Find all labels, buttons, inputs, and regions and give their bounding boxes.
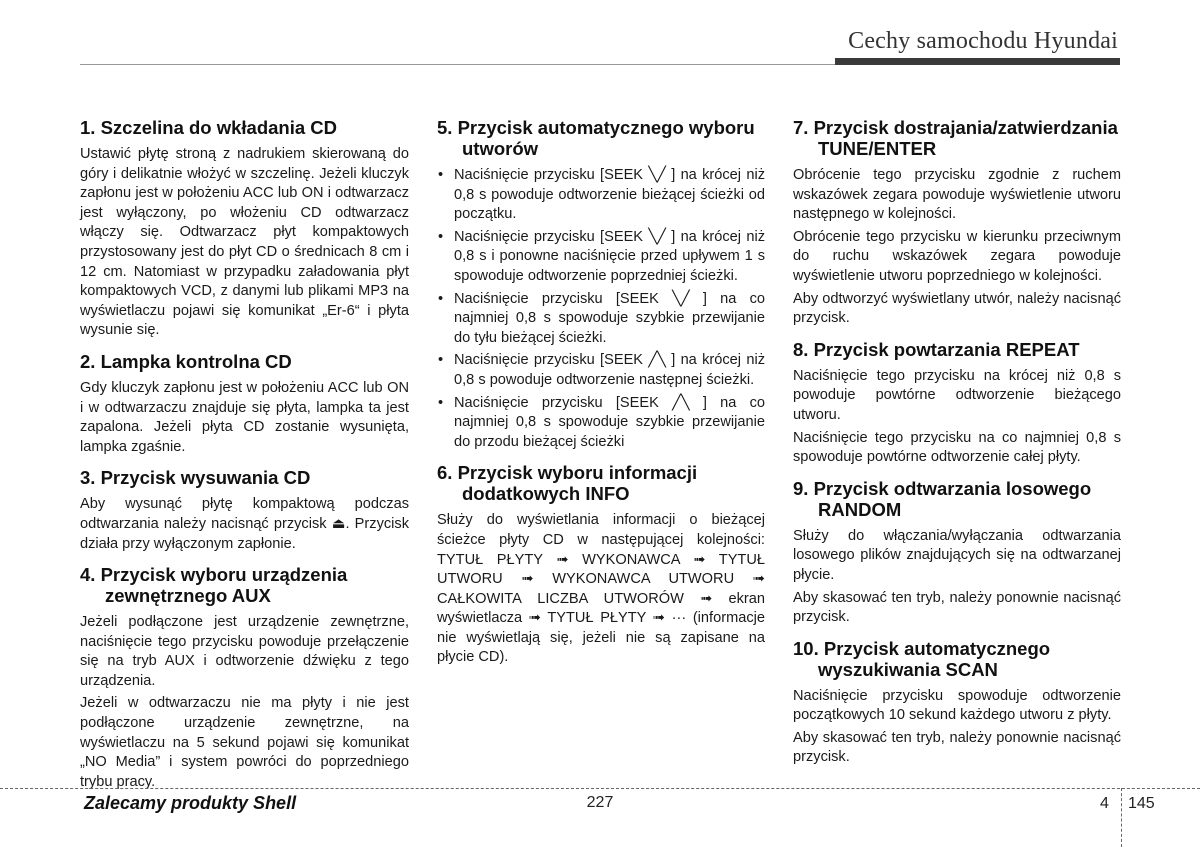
column-left [80, 117, 409, 802]
section-paragraph: Obrócenie tego przycisku w kierunku przeciwnym do ruchu wskazówek zegara powoduje wyświetlenie utworu poprzedniego w kolejności. [793, 228, 1121, 284]
page-number: 145 [1128, 795, 1155, 812]
column-right [793, 117, 1121, 778]
column-middle [437, 117, 765, 678]
section-paragraph: Aby skasować ten tryb, należy ponownie nacisnąć przycisk. [793, 729, 1121, 766]
section-cd-slot [80, 117, 409, 341]
section-title: 4. Przycisk wyboru urządzenia zewnętrznego AUX [80, 564, 348, 607]
section-title: 3. Przycisk wysuwania CD [80, 467, 311, 489]
seek-bullet-list [437, 166, 765, 452]
section-title: 8. Przycisk powtarzania REPEAT [793, 338, 1080, 360]
section-cd-indicator [80, 351, 409, 457]
section-scan [793, 638, 1121, 768]
section-title: 1. Szczelina do wkładania CD [80, 117, 338, 138]
list-item: • Naciśnięcie przycisku [SEEK ╱╲ ] na krócej niż 0,8 s powoduje odtworzenie następnej ścieżki. [437, 351, 765, 390]
section-seek [437, 117, 765, 452]
chapter-number: 4 [1100, 795, 1109, 812]
section-title: 7. Przycisk dostrajania/zatwierdzania TUNE/ENTER [793, 117, 1118, 159]
footer-center-number: 227 [586, 794, 614, 811]
section-info [437, 462, 765, 668]
section-aux [80, 564, 409, 792]
section-paragraph: Aby odtworzyć wyświetlany utwór, należy nacisnąć przycisk. [793, 290, 1121, 327]
eject-icon: ⏏ [331, 515, 346, 532]
section-cd-eject [80, 467, 409, 554]
section-repeat [793, 339, 1121, 468]
footer-vertical-divider [1121, 788, 1122, 847]
section-paragraph: Służy do włączania/wyłączania odtwarzania losowego plików znajdujących się na odtwarzanej płycie. [793, 527, 1121, 583]
list-item: • Naciśnięcie przycisku [SEEK ╲╱ ] na krócej niż 0,8 s powoduje odtworzenie bieżącej ścieżki od początku. [437, 166, 765, 225]
section-paragraph: Jeżeli w odtwarzaczu nie ma płyty i nie jest podłączone urządzenie zewnętrzne, na wyświetlaczu na 5 sekund pojawi się komunikat „NO Media” i system powróci do poprzedniego trybu pracy. [80, 695, 409, 790]
list-item: • Naciśnięcie przycisku [SEEK ╲╱ ] na krócej niż 0,8 s i ponowne naciśnięcie przed upływem 1 s spowoduje odtworzenie poprzedniej ścieżki. [437, 228, 765, 287]
section-paragraph: Aby skasować ten tryb, należy ponownie nacisnąć przycisk. [793, 589, 1121, 626]
section-paragraph: Gdy kluczyk zapłonu jest w położeniu ACC lub ON i w odtwarzaczu znajduje się płyta, lampka ta jest zapalona. Jeżeli płyta CD zostanie wysunięta, lampka zgaśnie. [80, 379, 409, 455]
section-tune-enter [793, 117, 1121, 329]
section-random [793, 478, 1121, 628]
section-paragraph: Służy do wyświetlania informacji o bieżącej ścieżce płyty CD w następującej kolejności: TYTUŁ PŁYTY ➟ WYKONAWCA ➟ TYTUŁ UTWORU ➟ WYKONAWCA UTWORU ➟ CAŁKOWITA LICZBA UTWORÓW ➟ ekran wyświetlacza ➟ TYTUŁ PŁYTY ➟ ··· (informacje nie wyświetlają się, jeżeli nie są zapisane na płycie CD). [437, 512, 765, 666]
section-title: 5. Przycisk automatycznego wyboru utworów [437, 117, 755, 159]
section-title: 2. Lampka kontrolna CD [80, 350, 292, 372]
footer-slogan: Zalecamy produkty Shell [84, 793, 297, 813]
section-paragraph: Naciśnięcie tego przycisku na co najmniej 0,8 s spowoduje powtórne odtworzenie całej płyty. [793, 429, 1121, 466]
section-title: 10. Przycisk automatycznego wyszukiwania SCAN [793, 637, 1051, 680]
footer-divider [0, 788, 1200, 789]
section-paragraph: Obrócenie tego przycisku zgodnie z ruchem wskazówek zegara powoduje wyświetlenie utworu następnego w kolejności. [793, 167, 1121, 223]
section-paragraph: Naciśnięcie tego przycisku na krócej niż 0,8 s powoduje powtórne odtworzenie bieżącego utworu. [793, 367, 1121, 423]
page-header-title: Cechy samochodu Hyundai [848, 28, 1118, 54]
section-paragraph: Aby wysunąć płytę kompaktową podczas odtwarzania należy nacisnąć przycisk ⏏. Przycisk działa przy wyłączonym zapłonie. [80, 496, 410, 552]
section-title: 6. Przycisk wyboru informacji dodatkowych INFO [437, 462, 698, 505]
list-item: • Naciśnięcie przycisku [SEEK ╲╱ ] na co najmniej 0,8 s spowoduje szybkie przewijanie do tyłu bieżącej ścieżki. [437, 290, 765, 349]
list-item: • Naciśnięcie przycisku [SEEK ╱╲ ] na co najmniej 0,8 s spowoduje szybkie przewijanie do przodu bieżącej ścieżki [437, 394, 765, 453]
section-paragraph: Naciśnięcie przycisku spowoduje odtworzenie początkowych 10 sekund każdego utworu z płyty. [793, 687, 1121, 724]
header-accent-bar [835, 58, 1120, 65]
section-title: 9. Przycisk odtwarzania losowego RANDOM [793, 477, 1092, 520]
section-paragraph: Jeżeli podłączone jest urządzenie zewnętrzne, naciśnięcie tego przycisku powoduje przełączenie się na tryb AUX i odtworzenie dźwięku z tego urządzenia. [80, 614, 409, 689]
section-paragraph: Ustawić płytę stroną z nadrukiem skierowaną do góry i delikatnie włożyć w szczelinę. Jeżeli kluczyk zapłonu jest w położeniu ACC lub ON i odtwarzacz jest wyłączony, po włożeniu CD odtwarzacz włączy się. Odtwarzacz płyt kompaktowych przystosowany jest do płyt CD o średnicach 8 cm i 12 cm. Natomiast w przypadku załadowania płyt kompaktowych VCD, z danymi lub plikami MP3 na wyświetlaczu pojawi się komunikat „Er-6“ i płyta wysunie się. [80, 146, 409, 339]
